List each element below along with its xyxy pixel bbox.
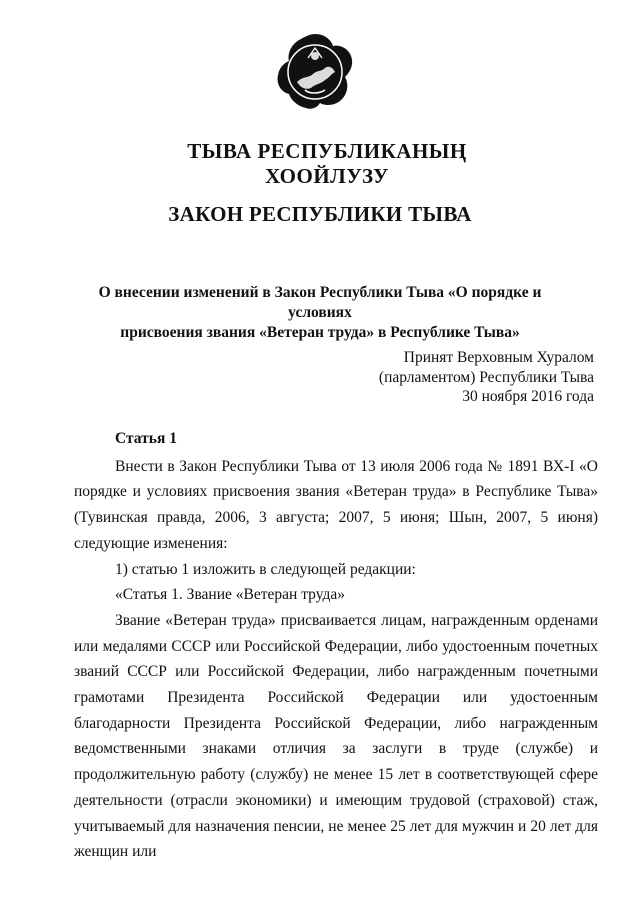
law-subject: [70, 283, 570, 343]
header-law-title: ЗАКОН РЕСПУБЛИКИ ТЫВА: [168, 202, 472, 226]
adoption-date: 30 ноября 2016 года: [462, 388, 594, 405]
article-heading: Статья 1: [115, 430, 177, 447]
subject-line-2: присвоения звания «Ветеран труда» в Республике Тыва»: [120, 324, 520, 341]
adoption-note: [379, 348, 594, 407]
header-tuvan-subtitle: ХООЙЛУЗУ: [265, 164, 389, 188]
article-paragraph-4: Звание «Ветеран труда» присваивается лицам, награжденным орденами или медалями СССР или Российской Федерации, либо удостоенным почетных званий СССР или Российской Федерации, либо награжденным почетными грамотами Президента Российской Федерации или удостоенным благодарности Президента Российской Федерации, либо награжденным ведомственными знаками отличия за заслуги в труде (службе) и продолжительную работу (службу) не менее 15 лет в соответствующей сфере деятельности (отрасли экономики) и имеющим трудовой (страховой) стаж, учитываемый для назначения пенсии, не менее 25 лет для мужчин и 20 лет для женщин или: [74, 611, 598, 861]
emblem-icon: [275, 32, 355, 112]
article-paragraph-1: Внести в Закон Республики Тыва от 13 июля 2006 года № 1891 ВХ-I «О порядке и условиях присвоения звания «Ветеран труда» в Республике Тыва» (Тувинская правда, 2006, 3 августа; 2007, 5 июня; Шын, 2007, 5 июня) следующие изменения:: [74, 457, 598, 552]
subject-line-1: О внесении изменений в Закон Республики Тыва «О порядке и условиях: [98, 284, 542, 321]
article-paragraph-2: 1) статью 1 изложить в следующей редакции:: [115, 560, 416, 578]
header-tuvan-title: ТЫВА РЕСПУБЛИКАНЫҢ: [187, 139, 467, 163]
tuva-emblem: [275, 32, 355, 112]
article-paragraph-3: «Статья 1. Звание «Ветеран труда»: [115, 586, 345, 604]
adoption-line-2: (парламентом) Республики Тыва: [378, 368, 594, 386]
adoption-line-1: Принят Верховным Хуралом: [403, 349, 594, 366]
article-body: [74, 426, 598, 865]
